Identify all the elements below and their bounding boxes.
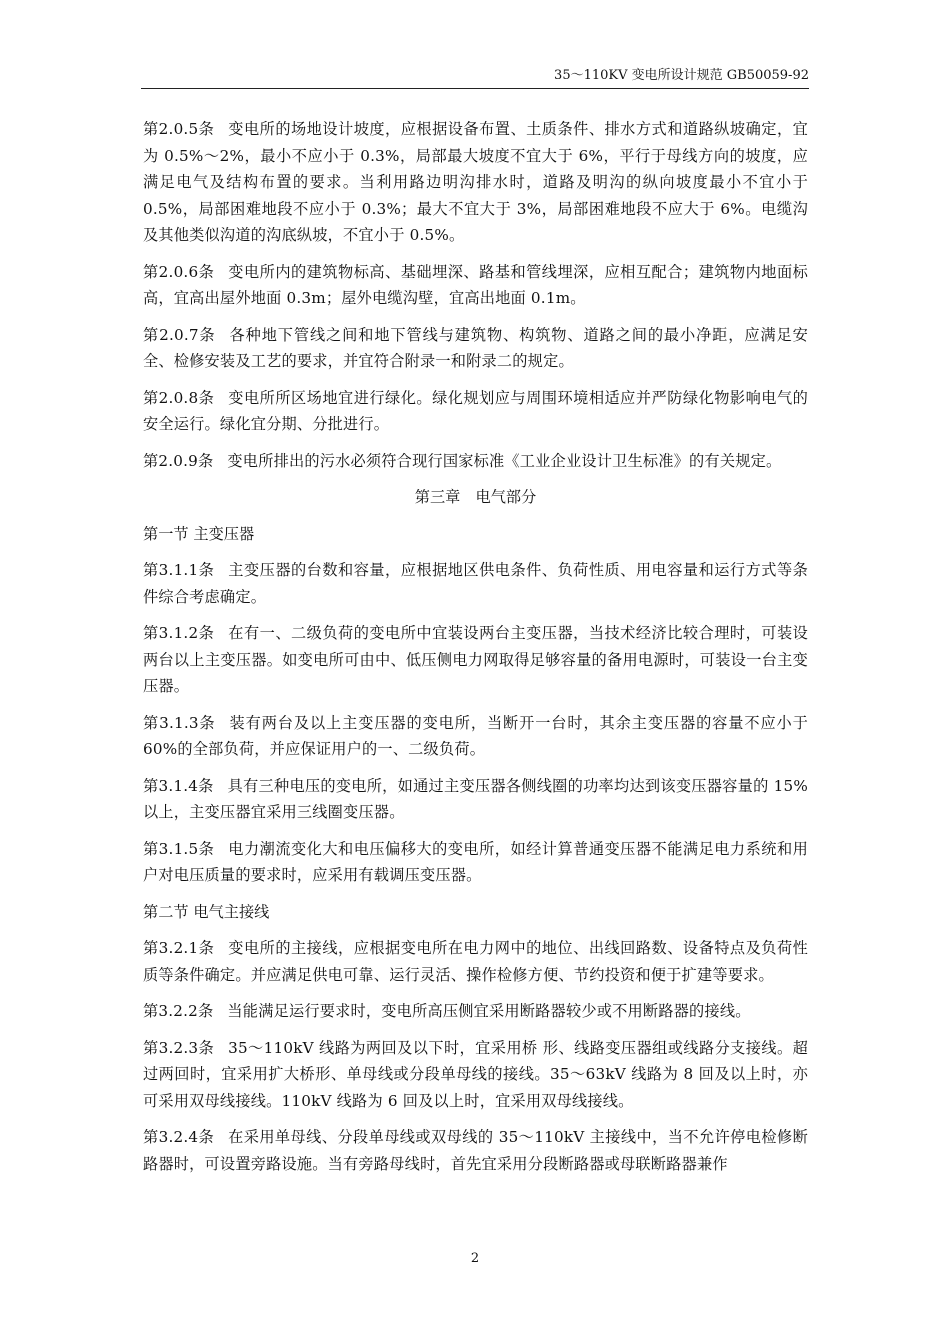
clause-text: 装有两台及以上主变压器的变电所，当断开一台时，其余主变压器的容量不应小于 60%的全部负荷，并应保证用户的一、二级负荷。	[143, 713, 809, 758]
clause-3-1-5	[143, 836, 808, 889]
clause-3-1-3	[143, 710, 808, 763]
clause-3-1-1	[143, 557, 808, 610]
clause-number: 第3.1.3条	[143, 713, 216, 732]
clause-number: 第3.1.2条	[143, 624, 215, 642]
section-title-transformer: 第一节 主变压器	[143, 524, 255, 543]
clause-text: 变电所的场地设计坡度，应根据设备布置、土质条件、排水方式和道路纵坡确定，宜为 0.5%～2%，最小不应小于 0.3%，局部最大坡度不宜大于 6%，平行于母线方向的坡度，应满足电气及结构布置的要求。当利用路边明沟排水时，道路及明沟的纵向坡度最小不宜小于 0.5%，局部困难地段不应小于 0.3%；最大不宜大于 3%，局部困难地段不应大于 6%。电缆沟及其他类似沟道的沟底纵坡，不宜小于 0.5%。	[143, 120, 809, 244]
clause-text: 变电所所区场地宜进行绿化。绿化规划应与周围环境相适应并严防绿化物影响电气的安全运行。绿化宜分期、分批进行。	[143, 388, 809, 433]
clause-text: 主变压器的台数和容量，应根据地区供电条件、负荷性质、用电容量和运行方式等条件综合考虑确定。	[143, 561, 809, 606]
clause-number: 第2.0.7条	[143, 325, 216, 344]
clause-2-0-9	[143, 448, 808, 475]
clause-number: 第3.2.2条	[143, 1002, 214, 1020]
clause-number: 第2.0.8条	[143, 388, 215, 407]
clause-2-0-8	[143, 385, 808, 438]
page-number: 2	[470, 1251, 480, 1266]
clause-text: 电力潮流变化大和电压偏移大的变电所，如经计算普通变压器不能满足电力系统和用户对电压质量的要求时，应采用有载调压变压器。	[143, 839, 809, 884]
clause-text: 具有三种电压的变电所，如通过主变压器各侧线圈的功率均达到该变压器容量的 15%以上，主变压器宜采用三线圈变压器。	[143, 776, 808, 821]
clause-2-0-5	[143, 116, 808, 249]
clause-text: 35～110kV 线路为两回及以下时，宜采用桥 形、线路变压器组或线路分支接线。超过两回时，宜采用扩大桥形、单母线或分段单母线的接线。35～63kV 线路为 8 回及以上时，亦可采用双母线接线。110kV 线路为 6 回及以上时，宜采用双母线接线。	[143, 1038, 809, 1110]
clause-3-1-4	[143, 773, 808, 826]
clause-number: 第3.2.3条	[143, 1038, 215, 1057]
clause-number: 第2.0.6条	[143, 262, 215, 281]
clause-number: 第2.0.5条	[143, 120, 215, 138]
header-divider	[141, 88, 809, 89]
clause-2-0-6	[143, 259, 808, 312]
clause-text: 变电所排出的污水必须符合现行国家标准《工业企业设计卫生标准》的有关规定。	[227, 451, 782, 470]
clause-number: 第3.1.1条	[143, 561, 215, 579]
clause-3-1-2	[143, 620, 808, 700]
clause-text: 在采用单母线、分段单母线或双母线的 35～110kV 主接线中，当不允许停电检修断路器时，可设置旁路设施。当有旁路母线时，首先宜采用分段断路器或母联断路器兼作	[143, 1128, 809, 1173]
clause-text: 在有一、二级负荷的变电所中宜装设两台主变压器，当技术经济比较合理时，可装设两台以上主变压器。如变电所可由中、低压侧电力网取得足够容量的备用电源时，可装设一台主变压器。	[143, 624, 809, 695]
section-title-main-wiring: 第二节 电气主接线	[143, 902, 270, 921]
clause-3-2-1	[143, 935, 808, 988]
clause-number: 第3.1.5条	[143, 839, 215, 858]
clause-3-2-4	[143, 1124, 808, 1177]
clause-2-0-7	[143, 322, 808, 375]
clause-text: 各种地下管线之间和地下管线与建筑物、构筑物、道路之间的最小净距，应满足安全、检修安装及工艺的要求，并宜符合附录一和附录二的规定。	[143, 325, 809, 370]
clause-text: 变电所的主接线，应根据变电所在电力网中的地位、出线回路数、设备特点及负荷性质等条件确定。并应满足供电可靠、运行灵活、操作检修方便、节约投资和便于扩建等要求。	[143, 939, 809, 984]
clause-number: 第3.2.4条	[143, 1128, 215, 1146]
clause-number: 第3.2.1条	[143, 939, 215, 957]
body-content	[143, 116, 808, 1187]
clause-text: 当能满足运行要求时，变电所高压侧宜采用断路器较少或不用断路器的接线。	[227, 1002, 751, 1020]
clause-text: 变电所内的建筑物标高、基础埋深、路基和管线埋深，应相互配合；建筑物内地面标高，宜高出屋外地面 0.3m；屋外电缆沟壁，宜高出地面 0.1m。	[143, 262, 809, 307]
running-header: 35～110KV 变电所设计规范 GB50059-92	[554, 68, 809, 83]
chapter-title: 第三章 电气部分	[414, 488, 537, 506]
clause-3-2-3	[143, 1035, 808, 1115]
clause-3-2-2	[143, 998, 808, 1025]
clause-number: 第3.1.4条	[143, 776, 214, 795]
clause-number: 第2.0.9条	[143, 451, 214, 470]
